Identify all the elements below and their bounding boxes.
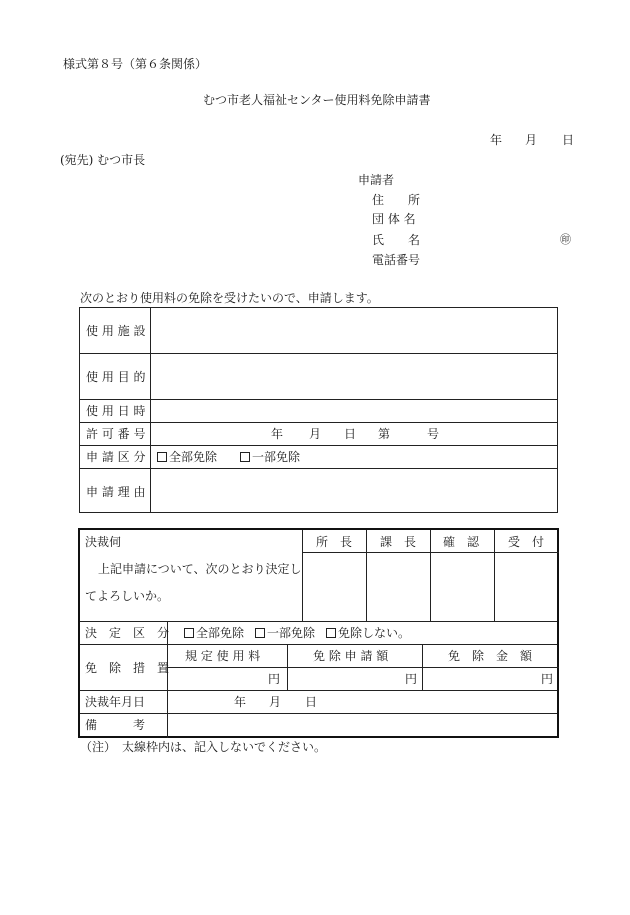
purpose-field[interactable] [151,354,558,399]
measures-label: 免 除 措 置 [85,661,170,675]
checkbox-icon[interactable] [240,452,250,462]
decision-table [78,528,559,738]
note: （注） 太線枠内は、記入しないでください。 [80,740,327,754]
date-month: 月 [525,133,538,147]
seal-box-director[interactable] [303,553,366,621]
remarks-field[interactable] [168,714,559,736]
fee-header-standard: 規 定 使 用 料 [185,649,261,663]
application-table [79,307,558,513]
category-option-partial[interactable]: 一部免除 [240,451,300,463]
permit-dai: 第 [378,427,391,441]
label-reason: 申 請 理 由 [86,485,146,499]
yen-requested: 円 [405,672,418,686]
approver-section-chief: 課 長 [380,535,417,549]
permit-year: 年 [271,427,284,441]
label-datetime: 使 用 日 時 [86,404,146,418]
decision-option-full[interactable]: 全部免除 [184,627,244,639]
approver-confirm: 確 認 [443,535,480,549]
fee-header-exempted: 免 除 金 額 [448,649,533,663]
approver-director: 所 長 [316,535,353,549]
decision-option-partial[interactable]: 一部免除 [255,627,315,639]
decision-date-day: 日 [305,695,318,709]
permit-month: 月 [309,427,322,441]
decision-body-line1: 上記申請について、次のとおり決定し [98,562,302,576]
group-label: 団 体 名 [372,212,416,226]
intro-text: 次のとおり使用料の免除を受けたいので、申請します。 [80,291,379,305]
phone-label: 電話番号 [372,253,421,267]
checkbox-icon[interactable] [157,452,167,462]
remarks-label: 備 考 [85,718,146,732]
date-day: 日 [562,133,575,147]
seal-box-receipt[interactable] [495,553,559,621]
permit-day: 日 [344,427,357,441]
decision-body-line2: てよろしいか。 [85,589,170,603]
decision-header: 決裁伺 [85,535,122,549]
yen-standard: 円 [268,672,281,686]
facility-field[interactable] [151,308,558,353]
decision-category-label: 決 定 区 分 [85,626,170,640]
label-permit: 許 可 番 号 [86,427,146,441]
seal-mark: ㊞ [560,233,571,246]
date-year: 年 [490,133,503,147]
label-facility: 使 用 施 設 [86,324,146,338]
form-number: 様式第８号（第６条関係） [63,57,208,71]
decision-date-year: 年 [234,695,247,709]
exempted-fee-field[interactable] [423,668,559,690]
label-category: 申 請 区 分 [86,450,146,464]
applicant-heading: 申請者 [358,173,395,187]
yen-exempted: 円 [541,672,554,686]
reason-field[interactable] [151,469,558,513]
datetime-field[interactable] [151,400,558,422]
checkbox-icon[interactable] [255,628,265,638]
permit-go: 号 [427,427,440,441]
checkbox-icon[interactable] [184,628,194,638]
checkbox-icon[interactable] [326,628,336,638]
seal-box-confirm[interactable] [431,553,494,621]
decision-date-label: 決裁年月日 [85,695,146,709]
approver-receipt: 受 付 [508,535,545,549]
fee-header-requested: 免 除 申 請 額 [313,649,389,663]
address-label: 住 所 [372,193,421,207]
decision-date-month: 月 [269,695,282,709]
seal-box-section-chief[interactable] [367,553,430,621]
category-option-full[interactable]: 全部免除 [157,451,217,463]
addressee: (宛先) むつ市長 [60,153,146,167]
page-title: むつ市老人福祉センター使用料免除申請書 [203,93,431,107]
label-purpose: 使 用 目 的 [86,370,146,384]
decision-option-none[interactable]: 免除しない。 [326,627,410,639]
name-label: 氏 名 [372,233,421,247]
requested-fee-field[interactable] [288,668,422,690]
